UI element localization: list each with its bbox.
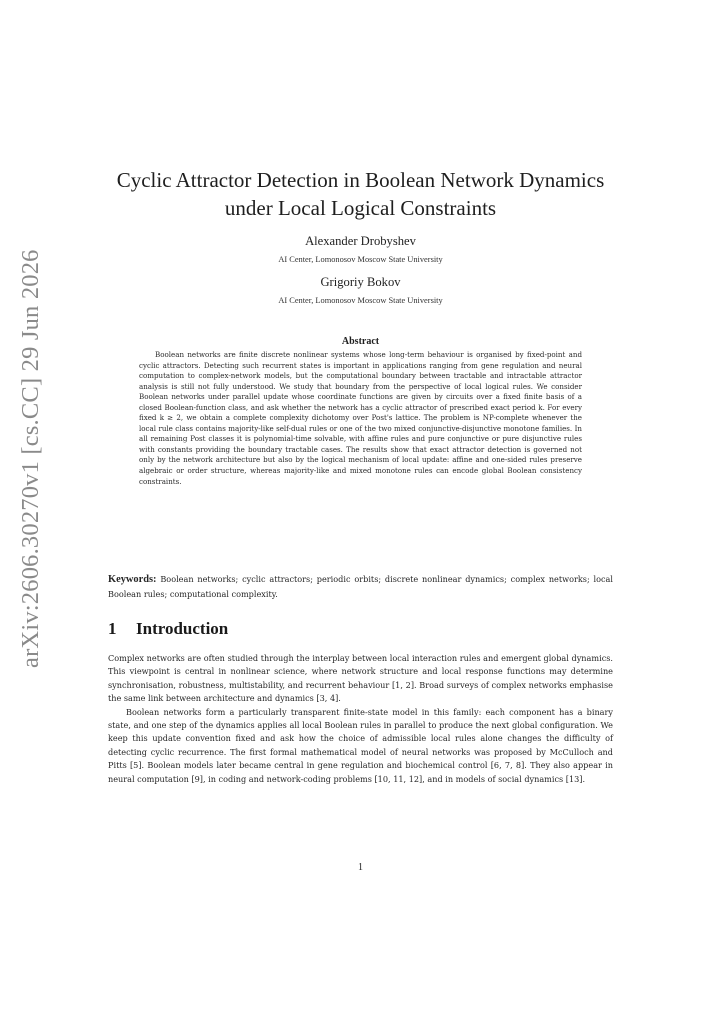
author-affiliation: AI Center, Lomonosov Moscow State University — [278, 255, 443, 264]
author-affiliation: AI Center, Lomonosov Moscow State University — [278, 296, 443, 305]
author-name: Grigoriy Bokov — [320, 275, 401, 289]
paper-title — [100, 166, 621, 222]
section-number: 1 — [108, 619, 117, 638]
title-line: Cyclic Attractor Detection in Boolean Network Dynamics — [116, 168, 605, 192]
title-line: under Local Logical Constraints — [224, 196, 497, 220]
author-name: Alexander Drobyshev — [305, 234, 416, 248]
page-number: 1 — [358, 862, 363, 873]
section-title: Introduction — [136, 619, 229, 638]
arxiv-identifier: arXiv:2606.30270v1 [cs.CC] 29 Jun 2026 — [17, 249, 44, 668]
keywords — [108, 572, 613, 601]
section-heading — [108, 619, 228, 639]
abstract-text: Boolean networks are finite discrete nonlinear systems whose long-term behaviour is organised by fixed-point and cyclic attractors. Detecting such recurrent states is important in applications ranging from gene regulation and neural computation to complex-network models, but the computational boundary between tractable and intractable attractor analysis is still not fully understood. We study that boundary from the perspective of local logical rules. We consider Boolean networks under parallel update whose coordinate functions are given by circuits over a fixed finite basis of a closed Boolean-function class, and ask whether the network has a cyclic attractor of prescribed exact period k. For every fixed k ≥ 2, we obtain a complete complexity dichotomy over Post's lattice. The problem is NP-complete whenever the local rule class contains majority-like self-dual rules or one of the two mixed conjunctive-disjunctive monotone families. In all remaining Post classes it is polynomial-time solvable, with affine rules and pure conjunctive or pure disjunctive rules with constants providing the boundary tractable cases. The results show that exact attractor detection is governed not only by the network architecture but also by the logical mechanism of local update: affine and one-sided rules preserve algebraic or order structure, whereas majority-like and mixed monotone rules can encode global Boolean consistency constraints. — [139, 350, 582, 486]
paragraph: Boolean networks form a particularly transparent finite-state model in this family: each component has a binary state, and one step of the dynamics applies all local Boolean rules in parallel to produce the next global configuration. We keep this update convention fixed and ask how the choice of admissible local rules alone changes the difficulty of detecting cyclic recurrence. The first formal mathematical model of neural networks was proposed by McCulloch and Pitts [5]. Boolean models later became central in gene regulation and biochemical control [6, 7, 8]. They also appear in neural computation [9], in coding and network-coding problems [10, 11, 12], and in models of social dynamics [13]. — [108, 706, 613, 784]
keywords-text: Boolean networks; cyclic attractors; periodic orbits; discrete nonlinear dynamics; complex networks; local Boolean rules; computational complexity. — [108, 574, 613, 599]
introduction-body — [108, 652, 613, 786]
paragraph: Complex networks are often studied through the interplay between local interaction rules and emergent global dynamics. This viewpoint is central in nonlinear science, where network structure and local response functions may determine synchronisation, robustness, multistability, and recurrent behaviour [1, 2]. Broad surveys of complex networks emphasise the same link between architecture and dynamics [3, 4]. — [108, 653, 613, 704]
keywords-label: Keywords: — [108, 574, 157, 585]
abstract-heading: Abstract — [341, 336, 380, 347]
